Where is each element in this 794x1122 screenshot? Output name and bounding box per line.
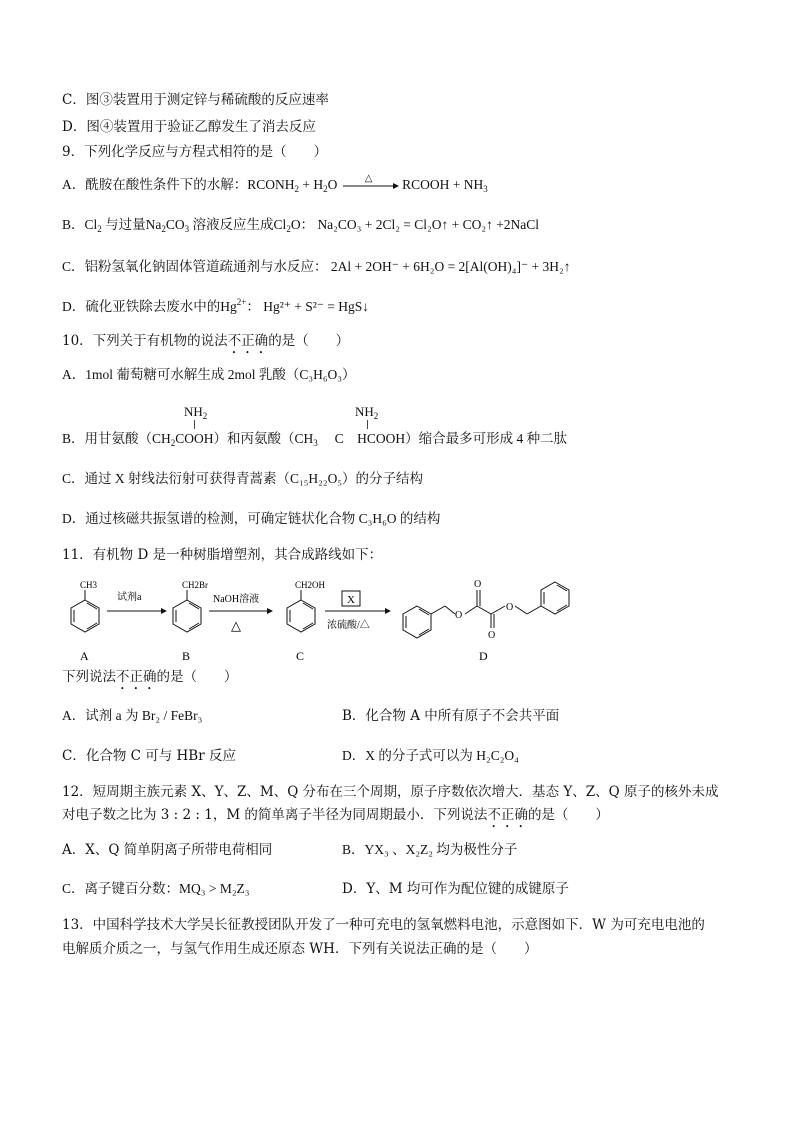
q10-b-1: B．用甘氨酸（CH	[62, 431, 171, 446]
q11-sub-emph: 不正确	[116, 669, 157, 685]
bond-line	[367, 420, 368, 429]
nh2-a-text: NH	[184, 404, 203, 419]
q12-option-a: A．X、Q 简单阴离子所带电荷相同	[62, 842, 273, 858]
nh2-b-text: NH	[355, 404, 374, 419]
q9-option-a-text: A．酰胺在酸性条件下的水解：	[62, 177, 248, 192]
arrow2-label: NaOH溶液	[213, 594, 260, 605]
q8-option-d: D．图④装置用于验证乙醇发生了消去反应	[62, 119, 316, 135]
q9-a-eq-right: RCOOH + NH	[402, 177, 484, 192]
arrow1-label: 试剂a	[117, 592, 142, 603]
q12-stem-line1: 12．短周期主族元素 X、Y、Z、M、Q 分布在三个周期，原子序数依次增大．基态 Y、Z、Q 原子的核外未成	[62, 784, 719, 800]
reagent-x-label: X	[347, 594, 355, 606]
q10-stem	[62, 332, 349, 357]
q12-stem-line2	[62, 806, 609, 831]
q9-d-equation: Hg²⁺ + S²⁻ = HgS↓	[263, 299, 370, 314]
q10-stem-emph: 不正确	[227, 333, 269, 349]
arrow3-condition: 浓硫酸/△	[327, 620, 370, 631]
q11-option-a: A．试剂 a 为 Br₂ / FeBr₃	[62, 708, 203, 723]
compound-c-structure	[287, 590, 315, 632]
ester-o-1: O	[455, 610, 463, 621]
q9-a-eq-left: RCONH	[247, 177, 295, 192]
q10-option-c: C．通过 X 射线法衍射可获得青蒿素（C₁₅H₂₂O₅）的分子结构	[62, 471, 424, 486]
q10-option-a: A．1mol 葡萄糖可水解生成 2mol 乳酸（C₃H₆O₃）	[62, 367, 356, 382]
q12-option-c: C．离子键百分数：MQ₃ > M₂Z₃	[62, 881, 250, 896]
q11-stem: 11．有机物 D 是一种树脂增塑剂，其合成路线如下：	[62, 547, 383, 563]
nh2-alanine: $NH_2$	[355, 404, 379, 421]
label-c: C	[296, 649, 305, 663]
carbonyl-o-1: O	[474, 579, 482, 590]
q9-c-text: C．铝粉氢氧化钠固体管道疏通剂与水反应：	[62, 259, 328, 274]
q10-option-b: B．用甘氨酸$(CH_2COOH)$和丙氨酸（$CH_3$ C HCOOH）缩合最多可形成 4 种二肽	[62, 431, 568, 448]
arrow2-heat: △	[231, 618, 241, 633]
bond-line	[194, 420, 195, 429]
q10-stem-2: 的是（ ）	[268, 333, 350, 349]
q9-a-eq-o: O	[327, 177, 338, 192]
heat-symbol: △	[364, 172, 373, 184]
q10-b-3: C HCOOH）缩合最多可形成 4 种二肽	[334, 431, 568, 446]
ester-o-2: O	[506, 602, 514, 613]
ch2br-label: CH2Br	[182, 580, 209, 590]
q11-sub-1: 下列说法	[62, 669, 116, 685]
label-d: D	[479, 649, 488, 663]
q9-c-equation: 2Al + 2OH⁻ + 6H₂O = 2[Al(OH)₄]⁻ + 3H₂↑	[330, 259, 571, 274]
q9-a-eq-mid: + H	[299, 177, 324, 192]
q12-stem-2-1: 对电子数之比为 3 : 2 : 1，M 的简单离子半径为同周期最小．下列说法	[62, 807, 488, 823]
q12-option-d: D．Y、M 均可作为配位键的成键原子	[342, 881, 569, 897]
compound-d-structure	[403, 582, 569, 638]
synthesis-scheme	[55, 568, 655, 668]
q9-option-d: D．硫化亚铁除去废水中的$Hg^{2+}$： Hg²⁺ + S²⁻ = HgS↓	[62, 297, 370, 314]
nh2-glycine: $NH_2$	[184, 404, 208, 421]
q9-stem: 9．下列化学反应与方程式相符的是（ ）	[62, 144, 328, 160]
q13-stem-line2: 电解质介质之一，与氢气作用生成还原态 WH．下列有关说法正确的是（ ）	[62, 941, 538, 957]
q10-stem-1: 10．下列关于有机物的说法	[62, 333, 228, 349]
q11-option-b: B．化合物 A 中所有原子不会共平面	[342, 708, 560, 724]
q9-d-text: D．硫化亚铁除去废水中的	[62, 299, 221, 314]
q12-stem-emph: 不正确	[487, 807, 528, 823]
ch2oh-label: CH2OH	[295, 580, 326, 590]
label-b: B	[182, 649, 191, 663]
q9-b-label: B．	[62, 217, 85, 232]
q11-option-d: D．X 的分子式可以为 H₂C₂O₄	[342, 748, 519, 763]
q9-b-text-2: 与过量	[105, 217, 146, 232]
compound-a-structure	[71, 590, 99, 632]
label-a: A	[80, 649, 89, 663]
q9-b-text-3: 溶液反应生成	[192, 217, 274, 232]
q11-option-c: C．化合物 C 可与 HBr 反应	[62, 748, 236, 764]
q10-option-d: D．通过核磁共振氢谱的检测，可确定链状化合物 C₃H₆O 的结构	[62, 511, 441, 526]
q9-option-a: A．酰胺在酸性条件下的水解：$RCONH_2 + H_2O$ △ RCOOH + $NH_3$	[62, 176, 488, 194]
compound-b-structure	[173, 590, 201, 632]
q11-sub-2: 的是（ ）	[156, 669, 238, 685]
reaction-arrow	[341, 172, 399, 193]
carbonyl-o-2: O	[488, 630, 496, 641]
q10-b-2: COOH）和丙氨酸（CH	[175, 431, 314, 446]
q11-sub-stem	[62, 668, 238, 693]
ch3-label: CH3	[80, 580, 98, 590]
q12-option-b: B．YX₃ 、X₂Z₂ 均为极性分子	[342, 842, 518, 857]
q8-option-c: C．图③装置用于测定锌与稀硫酸的反应速率	[62, 92, 329, 108]
q9-option-c	[62, 258, 570, 276]
q9-option-b: B．$Cl_2$ 与过量$Na_2CO_3$ 溶液反应生成$Cl_2O$： Na₂CO₃ + 2Cl₂ = Cl₂O↑ + CO₂↑ +2NaCl	[62, 217, 540, 234]
q9-b-equation: Na₂CO₃ + 2Cl₂ = Cl₂O↑ + CO₂↑ +2NaCl	[317, 217, 540, 232]
q13-stem-line1: 13．中国科学技术大学吴长征教授团队开发了一种可充电的氢氧燃料电池，示意图如下．W 为可充电电池的	[62, 917, 705, 933]
q12-stem-2-2: 的是（ ）	[527, 807, 609, 823]
